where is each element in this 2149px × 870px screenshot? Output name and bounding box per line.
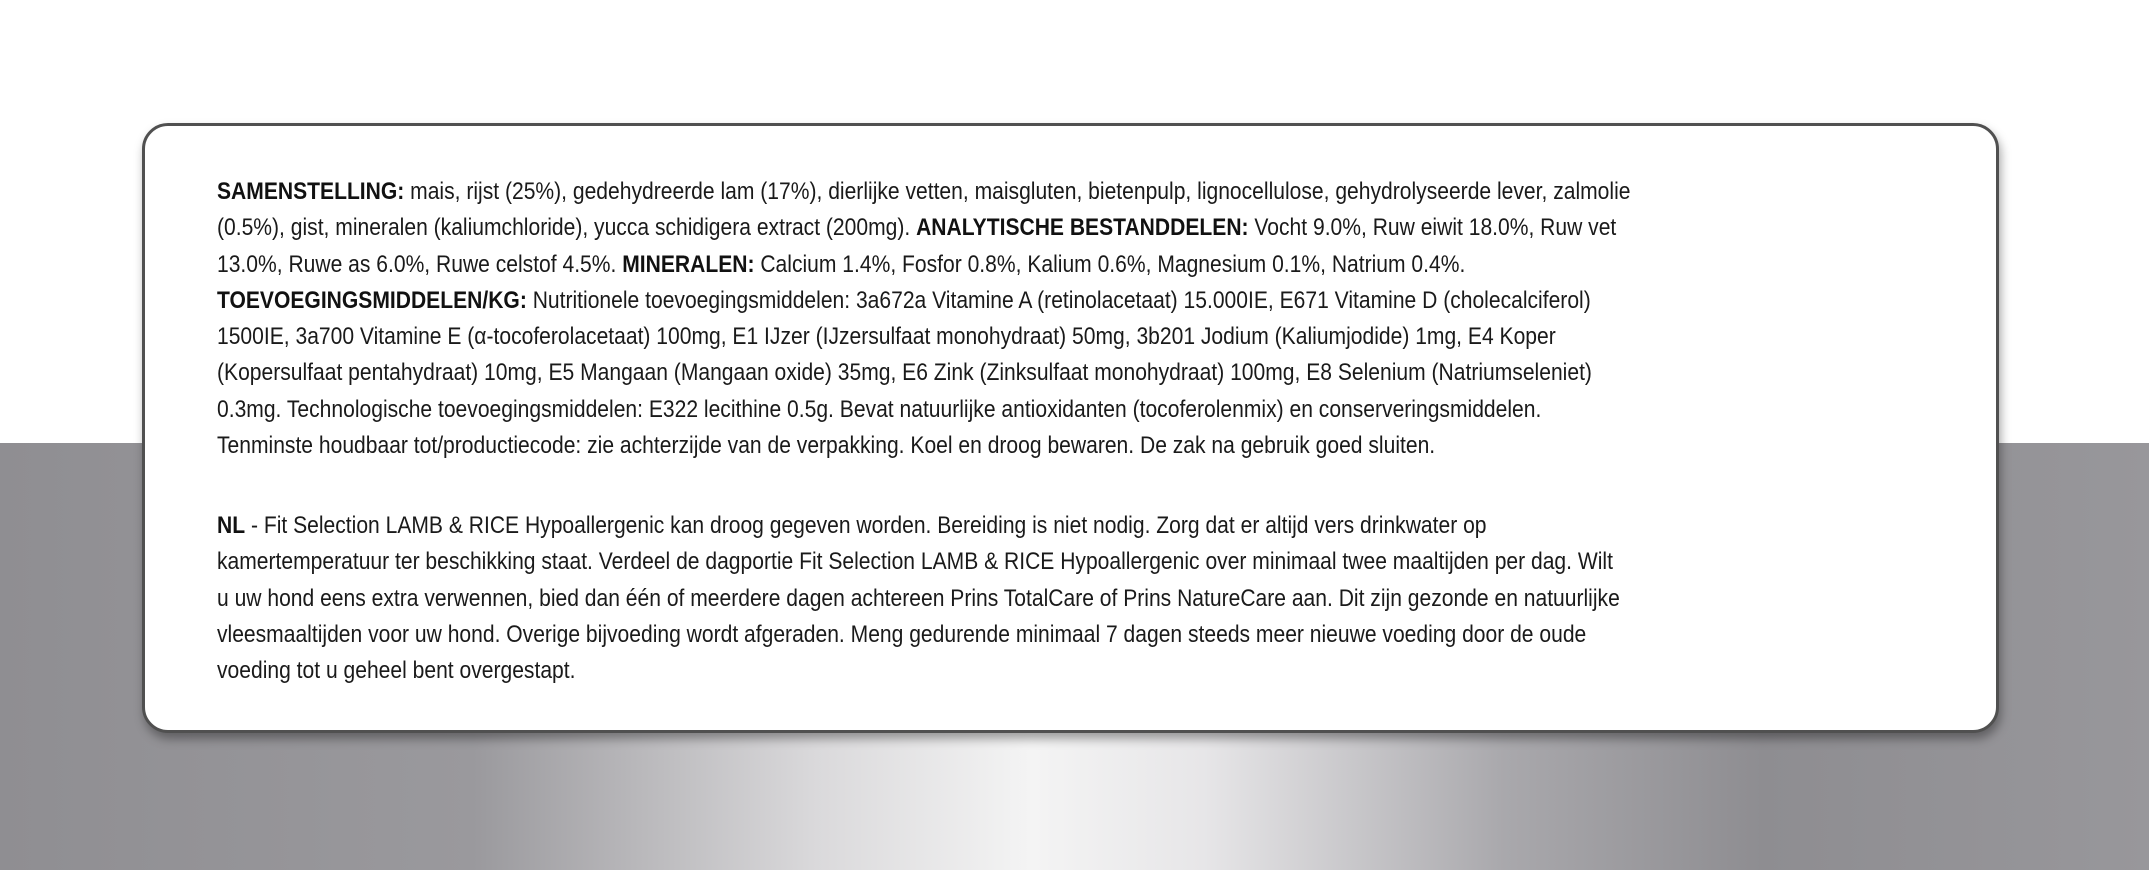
body-text: 1500IE, 3a700 Vitamine E (α-tocoferolacetaat) 100mg, E1 IJzer (IJzersulfaat monohydraat) 50mg, 3b201 Jodium (Kaliumjodide) 1mg, E4 Koper [217, 323, 1556, 351]
feeding-instructions-paragraph [217, 508, 1937, 689]
section-heading: SAMENSTELLING: [217, 178, 405, 205]
body-text: kamertemperatuur ter beschikking staat. Verdeel de dagportie Fit Selection LAMB & RICE Hypoallergenic over minimaal twee maaltijden per dag. Wilt [217, 548, 1613, 576]
body-text: mais, rijst (25%), gedehydreerde lam (17%), dierlijke vetten, maisgluten, bietenpulp, lignocellulose, gehydrolyseerde lever, zalmolie [404, 178, 1631, 205]
body-text: Calcium 1.4%, Fosfor 0.8%, Kalium 0.6%, Magnesium 0.1%, Natrium 0.4%. [754, 250, 1466, 278]
body-text: Nutritionele toevoegingsmiddelen: 3a672a Vitamine A (retinolacetaat) 15.000IE, E671 Vitamine D (cholecalciferol) [526, 286, 1591, 314]
body-text: 13.0%, Ruwe as 6.0%, Ruwe celstof 4.5%. [217, 250, 623, 278]
composition-paragraph [217, 174, 1937, 464]
body-text: Tenminste houdbaar tot/productiecode: zie achterzijde van de verpakking. Koel en droog bewaren. De zak na gebruik goed sluiten. [217, 432, 1436, 460]
body-text: u uw hond eens extra verwennen, bied dan één of meerdere dagen achtereen Prins TotalCare of Prins NatureCare aan. Dit zijn gezonde en natuurlijke [217, 584, 1620, 612]
body-text: Vocht 9.0%, Ruw eiwit 18.0%, Ruw vet [1248, 214, 1617, 242]
body-text: vleesmaaltijden voor uw hond. Overige bijvoeding wordt afgeraden. Meng gedurende minimaal 7 dagen steeds meer nieuwe voeding door de oude [217, 620, 1587, 648]
section-heading: ANALYTISCHE BESTANDDELEN: [916, 214, 1249, 242]
body-text: (Kopersulfaat pentahydraat) 10mg, E5 Mangaan (Mangaan oxide) 35mg, E6 Zink (Zinksulfaat monohydraat) 100mg, E8 Selenium (Natriumseleniet) [217, 359, 1592, 387]
section-heading: NL [217, 512, 246, 539]
section-heading: MINERALEN: [622, 250, 755, 278]
body-text: voeding tot u geheel bent overgestapt. [217, 657, 576, 685]
body-text: 0.3mg. Technologische toevoegingsmiddelen: E322 lecithine 0.5g. Bevat natuurlijke antioxidanten (tocoferolenmix) en conserveringsmiddelen. [217, 395, 1542, 423]
product-label-panel [142, 123, 1999, 733]
body-text: - Fit Selection LAMB & RICE Hypoallergenic kan droog gegeven worden. Bereiding is niet nodig. Zorg dat er altijd vers drinkwater op [245, 512, 1487, 539]
body-text: (0.5%), gist, mineralen (kaliumchloride), yucca schidigera extract (200mg). [217, 214, 917, 242]
section-heading: TOEVOEGINGSMIDDELEN/KG: [217, 286, 527, 314]
